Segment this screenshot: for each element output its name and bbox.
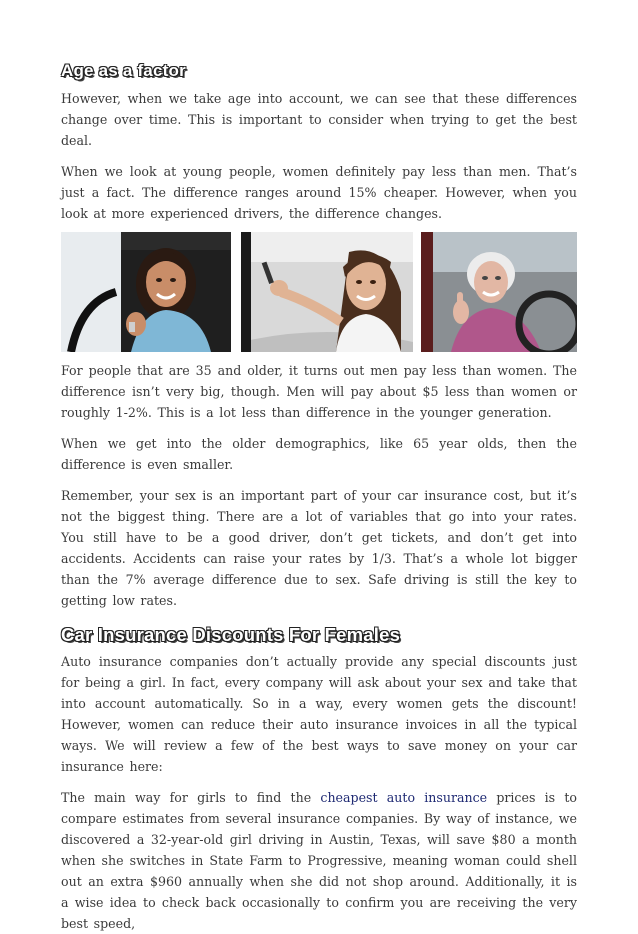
section-heading-age: Age as a factor	[61, 61, 186, 80]
photo-older-woman-in-car	[421, 232, 577, 352]
paragraph-text: The main way for girls to find the	[61, 790, 321, 805]
paragraph-text: prices is to compare estimates from several insurance companies. By way of instance, we discovered a 32-year-old girl driving in Austin, Texas, will save $80 a month when she switches in State Farm to Progressive, meaning woman could shell out an extra $960 annually when she did not shop around. Additionally, it is a wise idea to check back occasionally to confirm you are receiving the very best speed,	[61, 790, 577, 931]
photo-row	[61, 232, 577, 357]
section-heading-discounts: Car Insurance Discounts For Females	[61, 624, 401, 645]
paragraph: Auto insurance companies don’t actually provide any special discounts just for being a girl. In fact, every company will ask about your sex and take that into account automatically. So in a way, every women gets the discount! However, women can reduce their auto insurance invoices in all the typical ways. We will review a few of the best ways to save money on your car insurance here:	[61, 654, 577, 774]
paragraph: Remember, your sex is an important part of your car insurance cost, but it’s not the biggest thing. There are a lot of variables that go into your rates. You still have to be a good driver, don’t get tickets, and don’t get into accidents. Accidents can raise your rates by 1/3. That’s a whole lot bigger than the 7% average difference due to sex. Safe driving is still the key to getting low rates.	[61, 488, 577, 608]
photo-young-woman-in-car	[241, 232, 413, 352]
paragraph-with-link	[61, 787, 577, 934]
document-content	[61, 60, 577, 934]
cheapest-auto-insurance-link[interactable]: cheapest auto insurance	[320, 790, 488, 805]
paragraph: When we get into the older demographics, like 65 year olds, then the difference is even smaller.	[61, 436, 577, 472]
photo-young-girl-in-car	[61, 232, 231, 352]
paragraph: However, when we take age into account, we can see that these differences change over time. This is important to consider when trying to get the best deal.	[61, 91, 577, 148]
paragraph: When we look at young people, women definitely pay less than men. That’s just a fact. The difference ranges around 15% cheaper. However, when you look at more experienced drivers, the difference changes.	[61, 164, 577, 221]
paragraph: For people that are 35 and older, it turns out men pay less than women. The difference isn’t very big, though. Men will pay about $5 less than women or roughly 1-2%. This is a lot less than difference in the younger generation.	[61, 363, 577, 420]
